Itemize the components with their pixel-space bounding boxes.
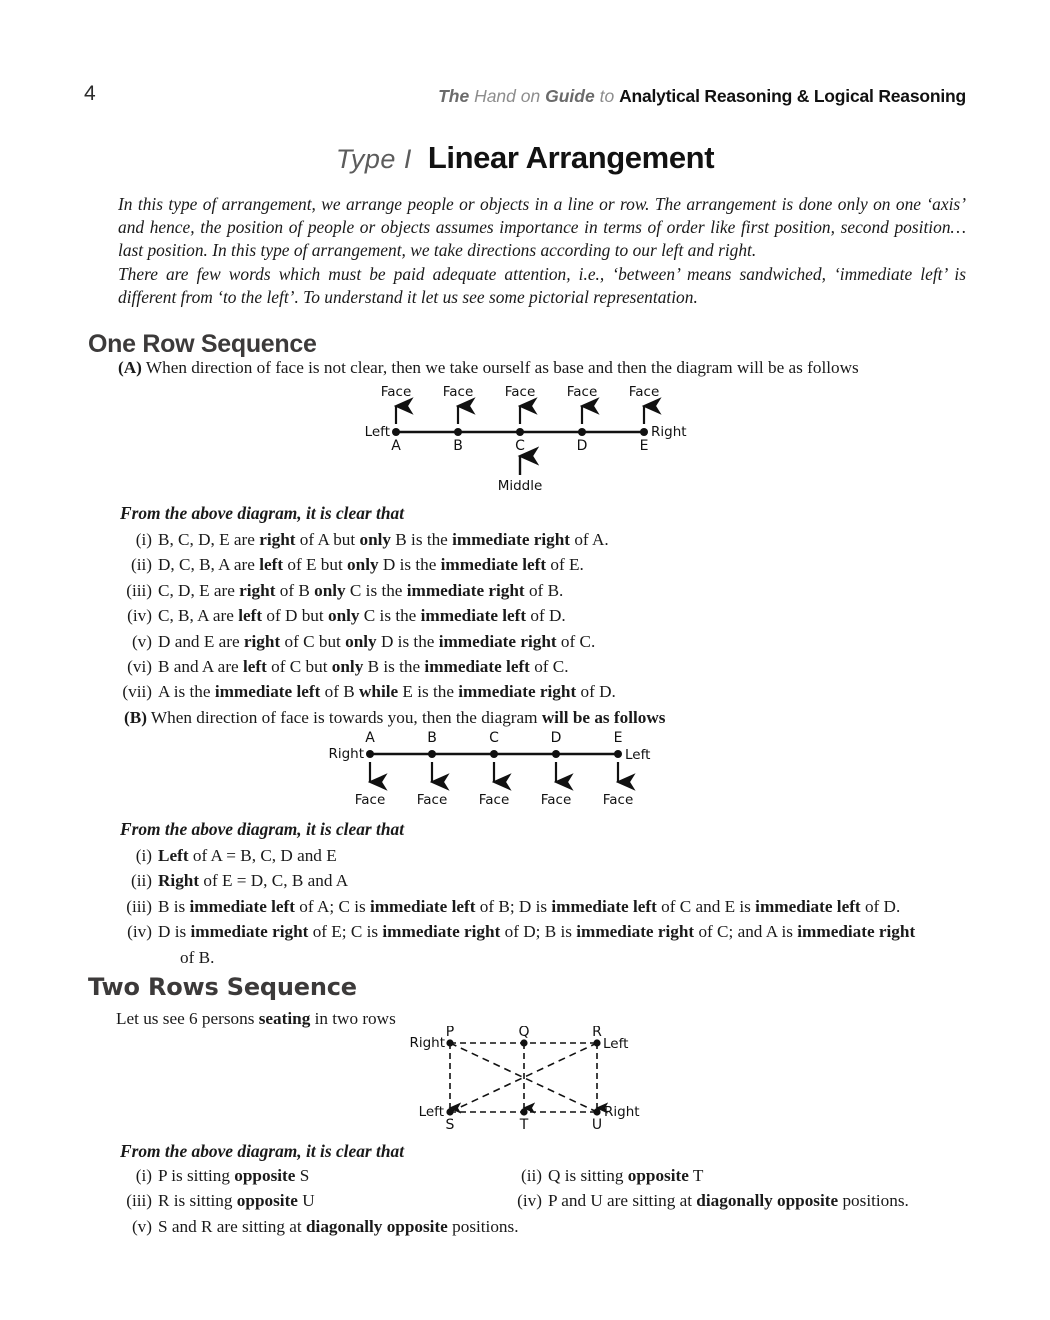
list-item-number: (iv) xyxy=(517,1191,542,1211)
diagram-two-rows-bottom-right-label: Right xyxy=(604,1104,640,1120)
diagram-a-dot-c xyxy=(516,428,524,436)
list-item xyxy=(108,629,888,654)
list-item xyxy=(108,552,888,577)
diagram-a-dot-e xyxy=(640,428,648,436)
list-item-number: (i) xyxy=(135,1166,152,1185)
diagram-a-point-label-d: D xyxy=(576,438,588,454)
running-head xyxy=(300,86,966,107)
diagram-two-rows-dot-u xyxy=(593,1108,600,1115)
diagram-a-face-label-d: Face xyxy=(566,384,598,400)
diagram-b-point-label-b: B xyxy=(427,730,437,746)
part-a-conclusion-list xyxy=(108,527,888,705)
list-item-text: B, C, D, E are right of A but only B is the immediate right of A. xyxy=(158,530,609,549)
list-item-text: D and E are right of C but only D is the immediate right of C. xyxy=(158,631,596,651)
running-head-the: The xyxy=(438,86,470,106)
list-item xyxy=(108,1214,988,1239)
diagram-two-rows-label-p: P xyxy=(445,1026,455,1040)
list-item-text: Left of A = B, C, D and E xyxy=(158,846,337,865)
list-item-number: (vi) xyxy=(127,657,152,677)
list-item xyxy=(498,1188,988,1213)
list-row xyxy=(108,1163,988,1188)
page-number: 4 xyxy=(84,82,96,105)
two-rows-leadin-part1: Let us see 6 persons xyxy=(116,1009,259,1028)
list-item-text: C, B, A are left of D but only C is the immediate left of D. xyxy=(158,606,566,626)
list-item-text: Right of E = D, C, B and A xyxy=(158,871,349,891)
list-item xyxy=(108,527,888,552)
two-rows-leadin-part2: in two rows xyxy=(310,1009,396,1028)
list-row xyxy=(108,1188,988,1213)
list-item xyxy=(108,654,888,679)
list-item-number: (i) xyxy=(135,530,152,549)
list-item-text: R is sitting opposite U xyxy=(158,1191,315,1211)
diagram-two-rows-dot-t xyxy=(520,1108,527,1115)
list-item-number: (v) xyxy=(131,631,152,651)
diagram-a-face-label-c: Face xyxy=(504,384,536,400)
diagram-two-rows-label-r: R xyxy=(592,1026,602,1040)
intro-paragraph-1: In this type of arrangement, we arrange people or objects in a line or row. The arrangement is done only on one ‘axis’ and hence, the position of people or objects assumes importance in terms of order like first position, second position… last position. In this type of arrangement, we take directions according to our left and right. xyxy=(118,194,966,261)
diagram-a-face-label-a: Face xyxy=(380,384,412,400)
list-item-continuation-text: of B. xyxy=(180,947,215,967)
list-item xyxy=(108,603,888,628)
diagram-b-dot-c xyxy=(490,750,498,758)
list-item-text: D is immediate right of E; C is immediate right of D; B is immediate right of C; and A is immediate right xyxy=(158,922,916,942)
diagram-two-rows xyxy=(400,1026,670,1138)
list-item-text: S and R are sitting at diagonally opposite positions. xyxy=(158,1216,519,1236)
intro-paragraph-2: There are few words which must be paid adequate attention, i.e., ‘between’ means sandwiched, ‘immediate left’ is different from ‘to the left’. To understand it let us see some pictorial representation. xyxy=(118,263,966,307)
diagram-b-face-label-e: Face xyxy=(602,792,634,808)
list-item xyxy=(108,1188,498,1213)
section-heading-one-row: One Row Sequence xyxy=(88,330,317,358)
list-item-number: (ii) xyxy=(131,555,152,575)
diagram-b-point-label-c: C xyxy=(489,730,499,746)
section-heading-two-rows: Two Rows Sequence xyxy=(88,973,357,1001)
title-name: Linear Arrangement xyxy=(427,140,715,175)
running-head-hand-on: Hand on xyxy=(474,86,541,106)
part-b-conclusion-lead: From the above diagram, it is clear that xyxy=(120,819,405,839)
list-item-number: (vii) xyxy=(122,682,152,702)
part-a-conclusion-lead: From the above diagram, it is clear that xyxy=(120,503,405,523)
diagram-b-right-end-label: Left xyxy=(625,747,651,763)
diagram-b-dot-a xyxy=(366,750,374,758)
diagram-two-rows-dot-q xyxy=(520,1039,527,1046)
list-item-text: P is sitting opposite S xyxy=(158,1166,310,1185)
list-item-number: (iii) xyxy=(126,896,152,916)
diagram-b-point-label-d: D xyxy=(550,730,562,746)
list-item-text: P and U are sitting at diagonally opposite positions. xyxy=(548,1191,909,1211)
page-title xyxy=(0,140,1050,176)
intro-block xyxy=(118,193,966,309)
list-item-number: (iii) xyxy=(126,580,152,600)
list-item xyxy=(498,1163,988,1188)
diagram-two-rows-label-s: S xyxy=(445,1117,455,1133)
diagram-a-face-label-e: Face xyxy=(628,384,660,400)
part-b-text: When direction of face is towards you, then the diagram xyxy=(150,708,538,727)
diagram-b-dot-e xyxy=(614,750,622,758)
diagram-a-point-label-a: A xyxy=(391,438,401,454)
list-item-continuation xyxy=(108,945,988,970)
diagram-b-point-label-e: E xyxy=(613,730,623,746)
diagram-a-point-label-c: C xyxy=(515,438,525,454)
diagram-a-dot-d xyxy=(578,428,586,436)
part-b-leadin xyxy=(124,707,984,729)
part-b-label: (B) xyxy=(124,708,147,727)
diagram-two-rows-label-u: U xyxy=(591,1117,603,1133)
running-head-to: to xyxy=(599,86,615,106)
list-item-number: (ii) xyxy=(131,871,152,891)
list-item xyxy=(108,894,988,919)
diagram-a-middle-label: Middle xyxy=(497,478,543,494)
diagram-b-face-label-d: Face xyxy=(540,792,572,808)
diagram-two-rows-dot-p xyxy=(446,1039,453,1046)
running-head-subject: Analytical Reasoning & Logical Reasoning xyxy=(619,86,966,106)
diagram-a-left-label: Left xyxy=(364,424,390,440)
diagram-a-face-label-b: Face xyxy=(442,384,474,400)
diagram-a-point-label-b: B xyxy=(453,438,463,454)
part-b-conclusion-list xyxy=(108,843,988,970)
diagram-b-left-end-label: Right xyxy=(328,746,364,762)
list-item-number: (i) xyxy=(135,846,152,865)
diagram-b-face-label-b: Face xyxy=(416,792,448,808)
list-item-number: (ii) xyxy=(521,1166,542,1185)
two-rows-conclusion-lead: From the above diagram, it is clear that xyxy=(120,1141,405,1161)
list-item xyxy=(108,843,988,868)
list-item-text: Q is sitting opposite T xyxy=(548,1166,704,1185)
part-a-label: (A) xyxy=(118,358,142,377)
part-b-text-bold: will be as follows xyxy=(541,708,666,727)
list-item-number: (iv) xyxy=(127,606,152,626)
diagram-b-dot-d xyxy=(552,750,560,758)
list-item-text: C, D, E are right of B only C is the immediate right of B. xyxy=(158,580,564,600)
list-item xyxy=(108,1163,498,1188)
diagram-a-dot-a xyxy=(392,428,400,436)
diagram-two-rows-top-right-label: Left xyxy=(603,1036,629,1052)
two-rows-conclusion-list xyxy=(108,1163,988,1239)
list-item xyxy=(108,578,888,603)
list-item-number: (v) xyxy=(131,1216,152,1236)
list-item-text: D, C, B, A are left of E but only D is the immediate left of E. xyxy=(158,555,584,575)
part-a-leadin xyxy=(118,357,978,379)
list-item-text: B and A are left of C but only B is the immediate left of C. xyxy=(158,657,569,677)
part-a-text: When direction of face is not clear, then we take ourself as base and then the diagram will be as follows xyxy=(145,358,859,377)
diagram-two-rows-bottom-left-label: Left xyxy=(418,1104,444,1120)
diagram-two-rows-label-t: T xyxy=(519,1117,529,1133)
running-head-guide: Guide xyxy=(545,86,595,106)
list-item xyxy=(108,679,888,704)
diagram-one-row-face-unknown xyxy=(346,380,696,495)
diagram-a-dot-b xyxy=(454,428,462,436)
diagram-b-face-label-c: Face xyxy=(478,792,510,808)
diagram-b-point-label-a: A xyxy=(365,730,375,746)
list-item-number: (iii) xyxy=(126,1191,152,1211)
list-item-text: B is immediate left of A; C is immediate left of B; D is immediate left of C and E is immediate left of D. xyxy=(158,896,901,916)
diagram-two-rows-top-left-label: Right xyxy=(409,1035,445,1051)
two-rows-leadin-bold: seating xyxy=(258,1009,311,1028)
diagram-two-rows-label-q: Q xyxy=(518,1026,530,1040)
diagram-a-right-label: Right xyxy=(651,424,687,440)
diagram-b-face-label-a: Face xyxy=(354,792,386,808)
list-item xyxy=(108,919,988,944)
diagram-two-rows-dot-r xyxy=(593,1039,600,1046)
list-item xyxy=(108,868,988,893)
diagram-b-dot-b xyxy=(428,750,436,758)
diagram-two-rows-dot-s xyxy=(446,1108,453,1115)
list-item-text: A is the immediate left of B while E is the immediate right of D. xyxy=(158,682,616,702)
diagram-one-row-face-towards-you xyxy=(320,728,670,810)
diagram-a-point-label-e: E xyxy=(639,438,649,454)
list-item-number: (iv) xyxy=(127,922,152,942)
title-type-label: Type I xyxy=(335,144,412,174)
